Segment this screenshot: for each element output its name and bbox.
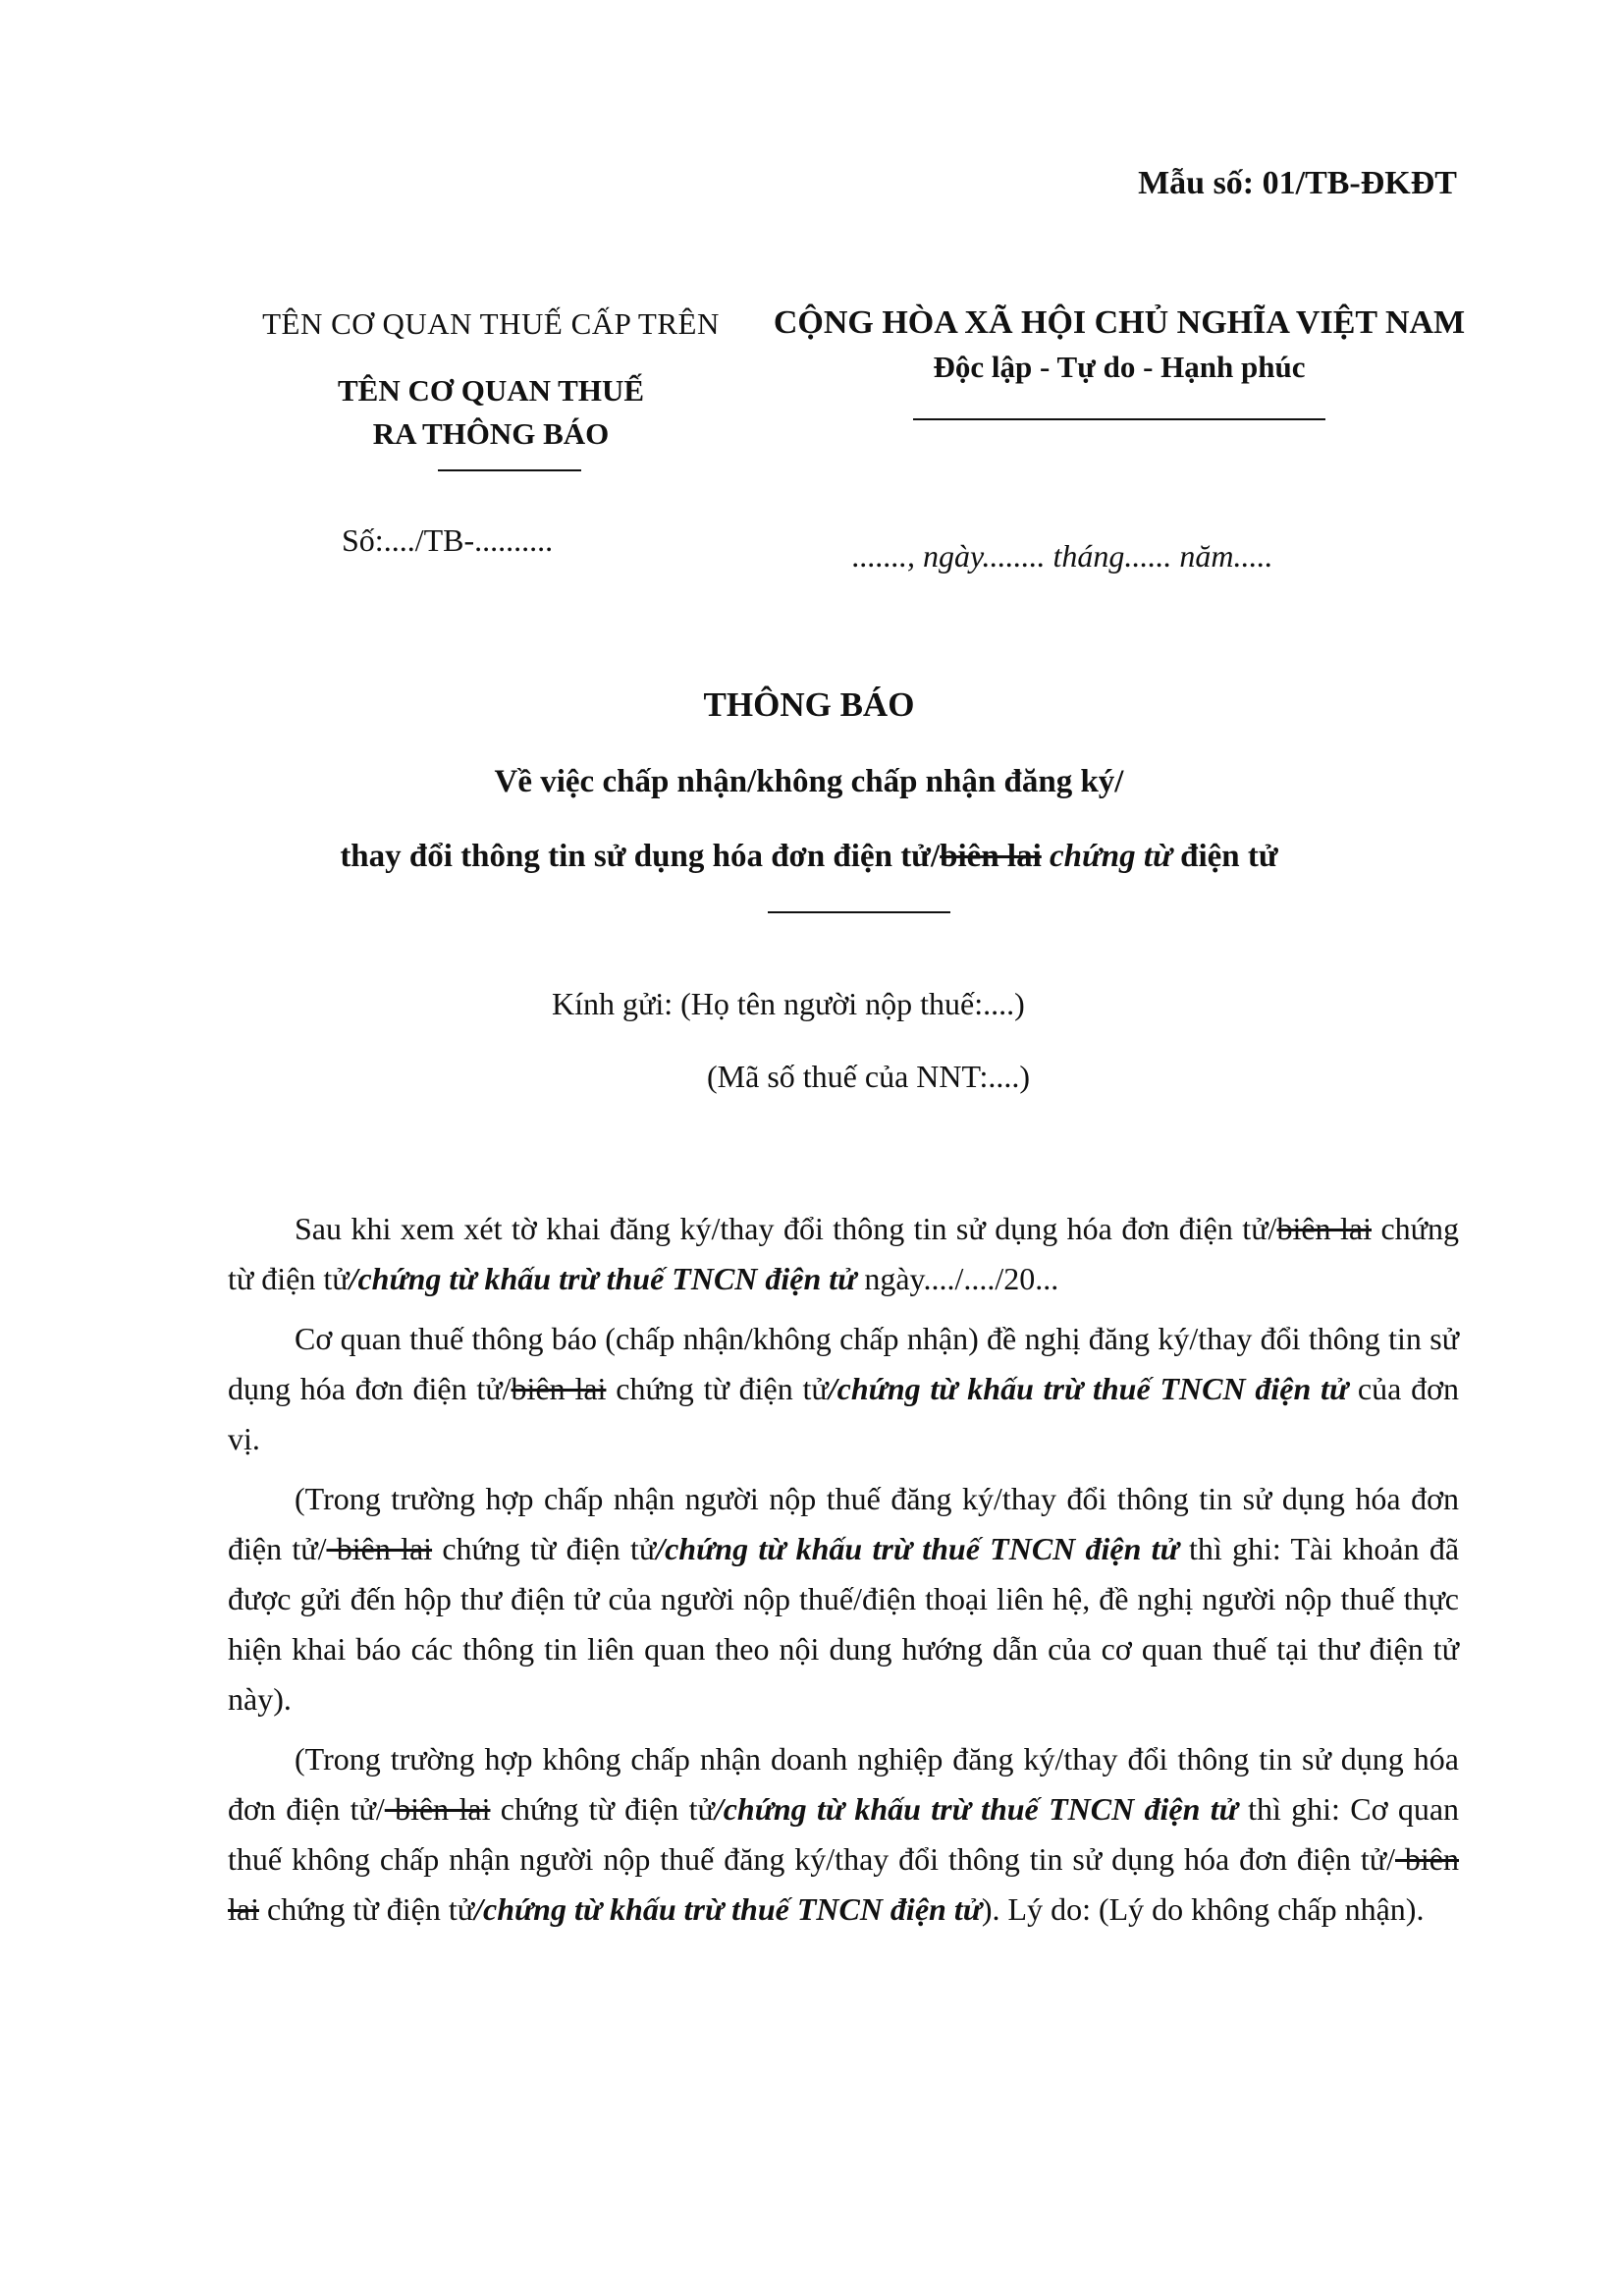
paragraph-4: (Trong trường hợp không chấp nhận doanh nghiệp đăng ký/thay đổi thông tin sử dụng hóa đơn điện tử/ biên lai chứng từ điện tử/chứng từ khấu trừ thuế TNCN điện tử thì ghi: Cơ quan thuế không chấp nhận người nộp thuế đăng ký/thay đổi thông tin sử dụng hóa đơn điện tử/ biên lai chứng từ điện tử/chứng từ khấu trừ thuế TNCN điện tử). Lý do: (Lý do không chấp nhận). [228,1741,1460,1927]
greeting-tax-code: (Mã số thuế của NNT:....) [707,1059,1030,1094]
body-text [228,1204,1459,1935]
document-number: Số:..../TB-.......... [342,522,554,558]
struck-text: biên lai [940,839,1042,874]
issuing-agency-name [226,369,756,456]
motto-underline [913,418,1325,420]
subtitle-line-2: thay đổi thông tin sử dụng hóa đơn điện tử/biên lai chứng từ điện tử [340,839,1278,874]
form-number: Mẫu số: 01/TB-ĐKĐT [1138,165,1457,201]
greeting-recipient: Kính gửi: (Họ tên người nộp thuế:....) [552,986,1025,1021]
paragraph-3: (Trong trường hợp chấp nhận người nộp thuế đăng ký/thay đổi thông tin sử dụng hóa đơn điện tử/ biên lai chứng từ điện tử/chứng từ khấu trừ thuế TNCN điện tử thì ghi: Tài khoản đã được gửi đến hộp thư điện tử của người nộp thuế/điện thoại liên hệ, đề nghị người nộp thuế thực hiện khai báo các thông tin liên quan theo nội dung hướng dẫn của cơ quan thuế tại thư điện tử này). [228,1481,1460,1717]
issue-date: ......., ngày........ tháng...... năm..... [852,538,1273,574]
agency-line-2: RA THÔNG BÁO [372,416,610,451]
country-name: CỘNG HÒA XÃ HỘI CHỦ NGHĨA VIỆT NAM [773,304,1466,341]
national-motto: Độc lập - Tự do - Hạnh phúc [933,350,1306,384]
agency-line-1: TÊN CƠ QUAN THUẾ [337,373,645,408]
document-title: THÔNG BÁO [703,685,915,724]
subtitle-line-1: Về việc chấp nhận/không chấp nhận đăng ký/ [494,764,1124,799]
italic-text: chứng từ [1050,839,1172,874]
title-underline [768,911,950,913]
parent-agency-name: TÊN CƠ QUAN THUẾ CẤP TRÊN [262,306,720,341]
agency-underline [438,469,581,471]
paragraph-1: Sau khi xem xét tờ khai đăng ký/thay đổi thông tin sử dụng hóa đơn điện tử/biên lai chứng từ điện tử/chứng từ khấu trừ thuế TNCN điện tử ngày..../..../20... [228,1211,1460,1296]
paragraph-2: Cơ quan thuế thông báo (chấp nhận/không chấp nhận) đề nghị đăng ký/thay đổi thông tin sử dụng hóa đơn điện tử/biên lai chứng từ điện tử/chứng từ khấu trừ thuế TNCN điện tử của đơn vị. [228,1321,1460,1456]
